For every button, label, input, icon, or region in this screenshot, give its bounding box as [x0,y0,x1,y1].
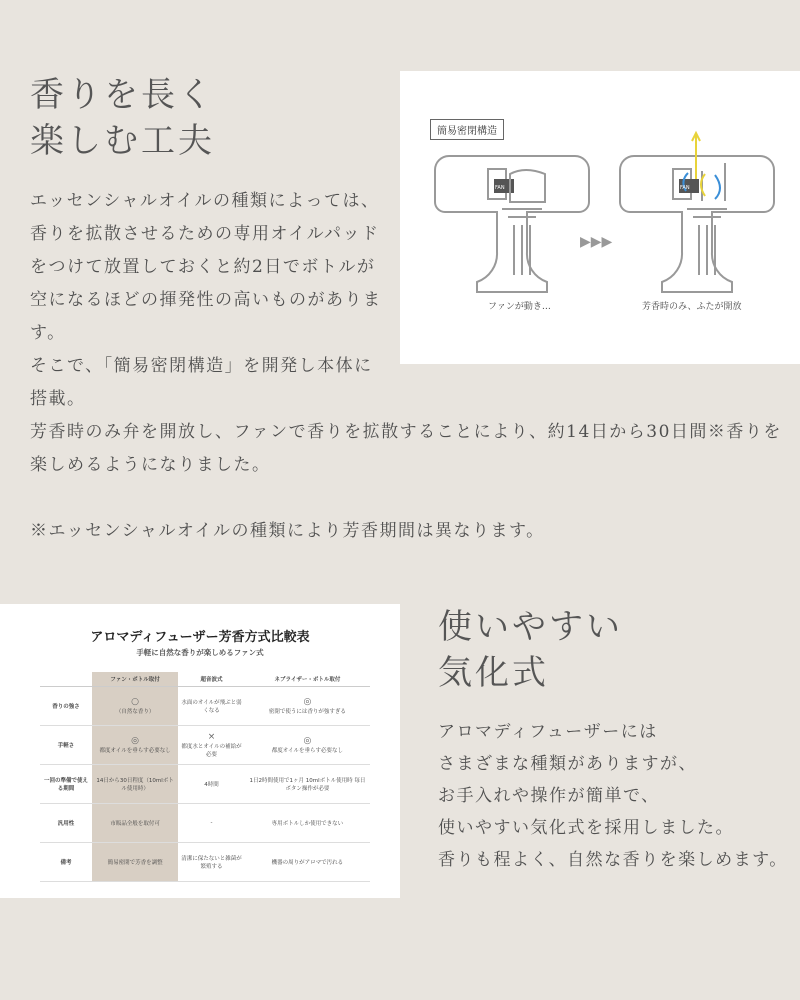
section2-body [438,716,793,876]
table-row [40,765,370,804]
body-line: 楽しめるようになりました。 [30,455,271,475]
table-cell [92,804,178,843]
row-label: 備考 [40,843,92,882]
table-row [40,843,370,882]
table-cell [178,843,245,882]
table-subtitle: 手軽に自然な香りが楽しめるファン式 [136,648,264,657]
table-cell [245,765,370,804]
caption-fan-running: ファンが動き… [488,302,551,312]
row-label: 一回の準備で使える期間 [40,765,92,804]
cell-text: 水面のオイルが飛ぶと弱くなる [181,700,242,714]
body-line: アロマディフューザーには [438,722,658,742]
cell-text: （自然な香り） [115,709,155,715]
body-line: 空になるほどの揮発性の高いものがありま [30,290,382,310]
table-cell [178,765,245,804]
table-cell [178,804,245,843]
body-line: 使いやすい気化式を採用しました。 [438,818,734,838]
fan-label-left: FAN [495,185,505,191]
table-cell [92,726,178,765]
section1-body [30,185,790,548]
body-line: さまざまな種類がありますが、 [438,754,697,774]
table-cell [245,804,370,843]
table-cell [178,687,245,726]
cell-mark: ◎ [303,697,312,707]
cell-text: 簡易密閉で芳香を調整 [107,860,163,866]
transition-arrows: ▶▶▶ [580,234,613,250]
cell-text: 14日から30日程度（10mlボトル使用時） [96,778,174,792]
table-cell [245,843,370,882]
caption-lid-open: 芳香時のみ、ふたが開放 [642,302,742,312]
cell-mark: × [207,732,216,742]
table-cell [178,726,245,765]
section1-heading-line2: 楽しむ工夫 [30,121,215,161]
col-ultrasonic: 超音波式 [178,672,245,687]
body-spacer [30,482,790,515]
diagram-label: 簡易密閉構造 [430,119,504,140]
table-row [40,687,370,726]
body-line: 香りを拡散させるための専用オイルパッド [30,224,380,244]
section2-heading-line2: 気化式 [438,653,549,693]
table-title: アロマディフューザー芳香方式比較表 [90,630,310,645]
row-label: 香りの強さ [40,687,92,726]
body-line: 芳香時のみ弁を開放し、ファンで香りを拡散することにより、約14日から30日間※香りを [30,422,782,442]
table-cell [92,765,178,804]
cell-text: 都度オイルを垂らす必要なし [99,748,171,754]
cell-text: 都度水とオイルの補給が必要 [181,744,242,758]
table-row [40,726,370,765]
comparison-table-panel [0,604,400,898]
section2-heading-line1: 使いやすい [438,607,623,647]
cell-text: 清潔に保たないと雑菌が繁殖する [181,856,242,870]
section2-heading [438,604,623,696]
cell-text: 市販品全般を取付可 [110,821,160,827]
table-cell [92,843,178,882]
cell-text: 4時間 [204,782,219,788]
header-empty [40,672,92,687]
body-line: そこで、「簡易密閉構造」を開発し本体に [30,356,373,376]
row-label: 手軽さ [40,726,92,765]
body-line: す。 [30,323,66,343]
table-row [40,804,370,843]
cell-text: 都度オイルを垂らす必要なし [271,748,344,754]
body-line: をつけて放置しておくと約2日でボトルが [30,257,376,277]
row-label: 汎用性 [40,804,92,843]
comparison-table [40,672,370,882]
section1-heading-line1: 香りを長く [30,75,215,115]
body-line: エッセンシャルオイルの種類によっては、 [30,191,380,211]
col-nebulizer: ネブライザー・ボトル取付 [245,672,370,687]
table-cell [245,726,370,765]
body-line: 搭載。 [30,389,86,409]
cell-text: 専用ボトルしか使用できない [271,821,344,827]
section1-heading [30,72,215,164]
fan-label-right: FAN [680,185,690,191]
cell-text: 密閉で使うには香りが強すぎる [268,709,346,715]
table-header-row [40,672,370,687]
cell-text: - [210,820,213,826]
body-line: お手入れや操作が簡単で、 [438,786,660,806]
cell-mark: ○ [131,697,140,707]
table-cell [92,687,178,726]
cell-mark: ◎ [303,736,312,746]
cell-mark: ◎ [131,736,140,746]
table-cell [245,687,370,726]
footnote: ※エッセンシャルオイルの種類により芳香期間は異なります。 [30,521,545,541]
cell-text: 機器の周りがアロマで汚れる [271,860,344,866]
body-line: 香りも程よく、自然な香りを楽しめます。 [438,850,788,870]
cell-text: 1日2時間使用で1ヶ月 10mlボトル使用時 毎日ボタン操作が必要 [249,778,366,792]
col-fan-bottle: ファン・ボトル取付 [92,672,178,687]
